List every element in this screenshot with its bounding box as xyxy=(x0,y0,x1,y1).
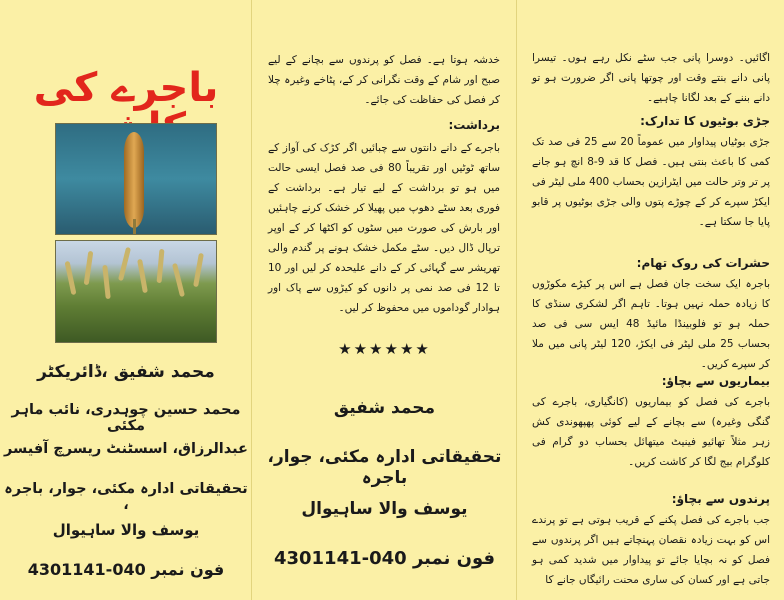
birds-text: جب باجرے کی فصل پکنے کے قریب ہوتی ہے تو پرندے اس کو بہت زیادہ نقصان پہنچاتے ہیں اگر پرندوں سے فصل کو نہ بچایا جائے تو پیداوار میں شدید کمی ہو جاتی ہے اور کسان کی ساری محنت رائیگاں جانے کا xyxy=(532,514,770,586)
institute-name: تحقیقاتی ادارہ مکئی، جوار، باجرہ xyxy=(267,447,502,488)
brochure-title: باجرے کی xyxy=(33,65,219,111)
credit-institute: تحقیقاتی ادارہ مکئی، جوار، باجرہ ، xyxy=(4,481,248,513)
insects-text: باجرہ ایک سخت جان فصل ہے اس پر کیڑے مکوڑوں کا زیادہ حملہ نہیں ہوتا۔ تاہم اگر لشکری سنڈی کا حملہ ہو تو فلوبینڈا مائیڈ 48 ایس سی فی صد بحساب 25 ملی لیٹر فی ایکڑ، 120 لیٹر پانی میں ملا کر سپرے کریں۔ xyxy=(532,278,770,370)
millet-cob-shape xyxy=(124,132,144,228)
contact-phone: فون نمبر 040-4301141 xyxy=(273,548,496,569)
birds-heading: پرندوں سے بچاؤ: xyxy=(671,492,770,506)
credit-city: یوسف والا ساہیوال xyxy=(52,521,200,539)
harvest-text: باجرے کے دانے دانتوں سے چبائیں اگر کڑک کی آواز کے ساتھ ٹوٹیں اور تقریباً 80 فی صد فصل ایسی حالت میں ہو تو برداشت کے لیے تیار ہے۔ برداشت کے فوری بعد سٹے دھوپ میں پھیلا کر خشک کرنے چاہئیں اور بارش کی صورت میں سٹوں کو اکٹھا کر کے اوپر ترپال ڈال دیں۔ سٹے مکمل خشک ہونے پر گندم والی تھریشر سے گہائی کر کے دانے علیحدہ کر لیں اور 10 تا 12 فی صد نمی پر دانوں کو کیڑوں سے پاک اور ہوادار گوداموں میں محفوظ کر لیں۔ xyxy=(268,142,501,314)
field-head-shape xyxy=(102,265,111,299)
institute-city: یوسف والا ساہیوال xyxy=(301,499,468,519)
weeds-heading: جڑی بوٹیوں کا تدارک: xyxy=(640,114,770,128)
field-head-shape xyxy=(137,259,148,293)
insects-heading: حشرات کی روک تھام: xyxy=(636,256,770,270)
author-name: محمد شفیق xyxy=(333,398,436,418)
field-head-shape xyxy=(84,251,94,285)
credit-assistant-expert: محمد حسین چوہدری، نائب ماہر مکئی xyxy=(11,402,241,434)
right-panel xyxy=(517,0,784,600)
millet-cob-photo xyxy=(55,123,217,235)
credit-research-officer: عبدالرزاق، اسسٹنٹ ریسرچ آفیسر xyxy=(4,441,248,457)
credit-phone: فون نمبر 040-4301141 xyxy=(27,560,225,579)
middle-panel xyxy=(252,0,517,600)
field-head-shape xyxy=(157,249,165,283)
field-head-shape xyxy=(172,263,185,297)
disease-text: باجرے کی فصل کو بیماریوں (کانگیاری، باجرے کی گنگی وغیرہ) سے بچانے کے لیے کوئی پھپھوندی کش زہر مثلاً تھائیو فینیٹ میتھائل بحساب دو گرام فی کلوگرام بیج لگا کر کاشت کریں۔ xyxy=(532,396,770,468)
disease-heading: بیماریوں سے بچاؤ: xyxy=(661,374,770,388)
field-head-shape xyxy=(118,247,131,281)
field-head-shape xyxy=(65,261,77,295)
irrigation-continued: اگائیں۔ دوسرا پانی جب سٹے نکل رہے ہوں۔ تیسرا پانی دانے بنتے وقت اور چوتھا پانی اگر ضرورت ہو تو دانے بننے کے بعد لگانا چاہیے۔ xyxy=(532,52,770,104)
weeds-text: جڑی بوٹیاں پیداوار میں عموماً 20 سے 25 فی صد تک کمی کا باعث بنتی ہیں۔ فصل کا قد 9-8 انچ ہو جانے پر تر وتر حالت میں ایٹرازین بحساب 400 ملی لیٹر فی ایکڑ سپرے کر کے چوڑے پتوں والی جڑی بوٹیوں پر قابو پایا جا سکتا ہے۔ xyxy=(532,136,770,228)
credit-director: محمد شفیق ،ڈائریکٹر xyxy=(37,362,215,382)
millet-stalk-shape xyxy=(133,219,136,235)
field-head-shape xyxy=(193,253,204,287)
bird-protection-continued: خدشہ ہوتا ہے۔ فصل کو پرندوں سے بچانے کے لیے صبح اور شام کے وقت نگرانی کر کے، پٹاخے وغیرہ چلا کر فصل کی حفاظت کی جائے۔ xyxy=(268,54,500,106)
harvest-heading: برداشت: xyxy=(448,118,500,132)
millet-field-photo xyxy=(55,240,217,343)
cover-panel xyxy=(0,0,252,600)
star-divider: ★★★★★★ xyxy=(338,340,431,358)
